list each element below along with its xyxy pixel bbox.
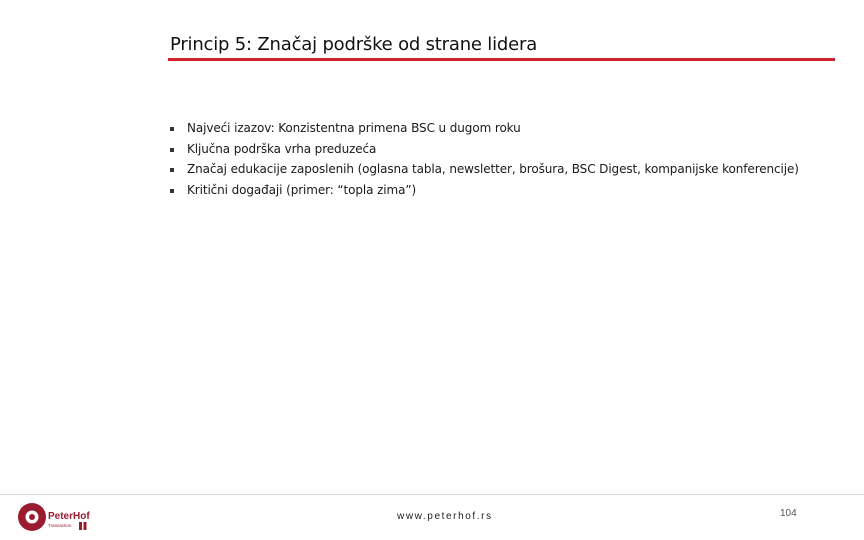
logo-tagline: Transaction — [48, 523, 72, 528]
bullet-list — [170, 121, 799, 203]
bullet-item — [170, 162, 799, 183]
bullet-marker-icon — [170, 148, 174, 152]
bullet-marker-icon — [170, 168, 174, 172]
bullet-text: Ključna podrška vrha preduzeća — [187, 141, 377, 156]
bullet-item — [170, 142, 799, 163]
bullet-text: Kritični događaji (primer: “topla zima”) — [187, 182, 417, 197]
logo-mark-icon — [14, 501, 124, 535]
footer-divider — [0, 494, 864, 495]
logo-name: PeterHof — [48, 511, 90, 522]
bullet-marker-icon — [170, 127, 174, 131]
bullet-item — [170, 183, 799, 204]
bullet-text: Značaj edukacije zaposlenih (oglasna tabla, newsletter, brošura, BSC Digest, kompanijske konferencije) — [187, 162, 799, 176]
slide-title: Princip 5: Značaj podrške od strane lidera — [170, 34, 538, 55]
page-number: 104 — [780, 508, 797, 519]
footer-url: www.peterhof.rs — [397, 511, 493, 522]
title-underline — [168, 58, 835, 61]
bullet-text: Najveći izazov: Konzistentna primena BSC u dugom roku — [187, 121, 521, 135]
bullet-item — [170, 121, 799, 142]
peterhof-logo — [14, 501, 124, 535]
bullet-marker-icon — [170, 189, 174, 193]
